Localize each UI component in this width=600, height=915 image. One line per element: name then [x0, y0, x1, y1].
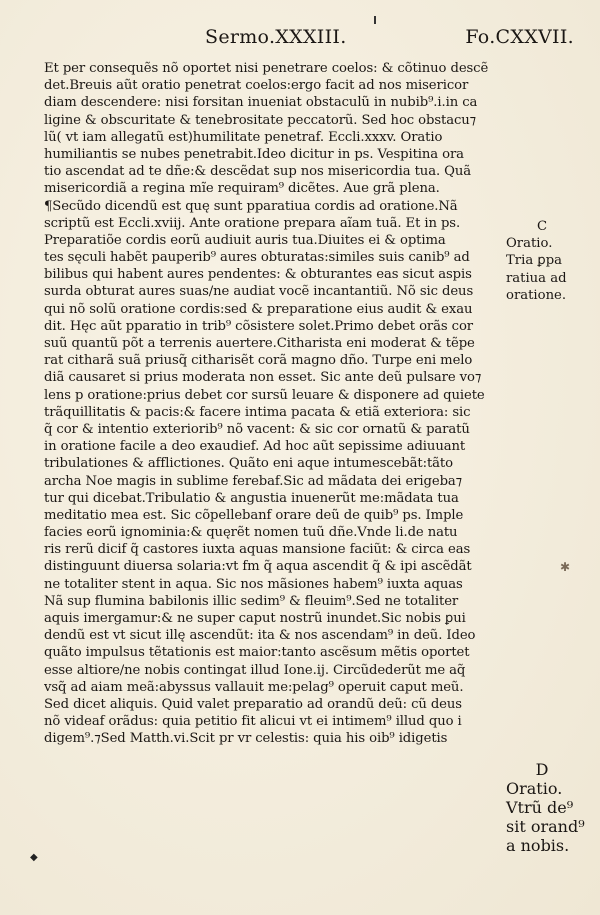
text-line: suũ quantũ põt a terrenis auertere.Citharista eni moderat & tẽpe [44, 336, 475, 351]
text-line: Et per consequẽs nõ oportet nisi penetrare coelos: & cõtinuo descẽ [44, 61, 489, 76]
text-line: tribulationes & afflictiones. Quãto eni aque intumescebãt:tãto [44, 456, 453, 472]
ink-blot: ✱ [560, 560, 571, 574]
catchword-mark: ◆ [30, 852, 38, 863]
text-line: ris rerũ dicif q̃ castores iuxta aquas mansione faciũt: & circa eas [44, 542, 471, 558]
text-line: ¶Secũdo dicendũ est quę sunt pparatiua cordis ad oratione.Nã [44, 198, 458, 214]
text-line: dendũ est vt sicut illę ascendũt: ita & nos ascendam⁹ in deũ. Ideo [44, 628, 476, 644]
text-line: vsq̃ ad aiam meã:abyssus vallauit me:pelag⁹ operuit caput meũ. [44, 679, 464, 695]
printer-mark [374, 16, 376, 24]
margin-note-d [506, 760, 598, 855]
text-line: dit. Hęc aũt pparatio in trib⁹ cõsistere solet.Primo debet orãs cor [44, 318, 473, 334]
text-line: lens p oratione:prius debet cor sursũ leuare & disponere ad quiete [44, 387, 485, 403]
text-line: Sed dicet aliquis. Quid valet preparatio ad orandũ deũ: cũ deus [44, 696, 462, 712]
text-line: meditatio mea est. Sic cõpellebanf orare deũ de quib⁹ ps. Imple [44, 507, 464, 523]
main-text-column [44, 60, 504, 748]
margin-note-line: Oratio. [506, 779, 563, 798]
text-line: diã causaret si prius moderata non esset. Sic ante deũ pulsare vo⁊ [44, 370, 482, 386]
margin-note-c [506, 218, 598, 304]
margin-note-line: ratiua ad [506, 270, 567, 286]
text-line: surda obturat aures suas/ne audiat vocẽ incantantiũ. Nõ sic deus [44, 284, 474, 300]
text-line: facies eorũ ignominia:& quęrẽt nomen tuũ dñe.Vnde li.de natu [44, 525, 458, 541]
margin-note-line: Tria ꝑpa [506, 253, 563, 269]
margin-note-line: oratione. [506, 287, 567, 303]
text-line: aquis imergamur:& ne super caput nostrũ inundet.Sic nobis ꝑui [44, 611, 466, 626]
text-line: tes sęculi habẽt pauperib⁹ aures obturatas:similes suis canib⁹ ad [44, 250, 470, 266]
text-line: ne totaliter stent in aqua. Sic nos mãsiones habem⁹ iuxta aquas [44, 576, 463, 592]
text-line: humiliantis se nubes penetrabit.Ideo dicitur in ps. Vespitina ora [44, 146, 464, 162]
text-line: in oratione facile a deo exaudief. Ad hoc aũt sepissime adiuuant [44, 439, 466, 455]
running-header [205, 26, 574, 48]
margin-note-line: Oratio. [506, 236, 553, 252]
text-line: tur qui dicebat.Tribulatio & angustia inuenerũt me:mãdata tua [44, 490, 459, 506]
text-line: archa Noe magis in sublime ferebaf.Sic ad mãdata dei eri̇geba⁊ [44, 473, 463, 489]
text-line: bilibus qui habent aures pendentes: & obturantes eas sicut aspis [44, 267, 472, 283]
text-line: distinguunt diuersa solaria:vt fm q̃ aqua ascendit q̃ & ipi ascẽdãt [44, 559, 472, 575]
text-line: rat citharã suã priusq̃ citharisẽt corã magno dño. Turpe eni melo [44, 353, 473, 369]
text-line: det.Breuis aũt oratio penetrat coelos:ergo facit ad nos misericor [44, 78, 469, 94]
text-line: tio ascendat ad te dñe:& descẽdat sup nos misericordia tua. Quã [44, 164, 472, 180]
text-line: lũ( vt iam allegatũ est)humilitate penetraf. Eccli.xxxv. Oratio [44, 129, 443, 145]
text-line: quãto impulsus tẽtationis est maior:tanto ascẽsum mẽtis oportet [44, 645, 470, 661]
text-line: nõ videaf orãdus: quia petitio fit alicui vt ei intimem⁹ illud quo i [44, 714, 462, 730]
text-line: ligine & obscuritate & tenebrositate peccatorũ. Sed hoc obstacu⁊ [44, 112, 477, 128]
text-line: qui nõ solũ oratione cordis:sed & preparatione eius audit & exau [44, 301, 473, 317]
margin-note-line: a nobis. [506, 836, 570, 855]
header-sermon-number: Sermo.XXXIII. [205, 26, 347, 48]
margin-section-letter: D [535, 760, 549, 779]
margin-section-letter: C [536, 219, 548, 234]
text-line: scriptũ est Eccli.xviij. Ante oratione prepara aĩam tuã. Et in ps. [44, 215, 461, 231]
margin-note-line: Vtrũ de⁹ [506, 798, 574, 817]
text-line: digem⁹.⁊Sed Matth.vi.Scit pr vr celestis: quia his oib⁹ idigetis [44, 731, 448, 747]
margin-note-line: sit orand⁹ [506, 817, 585, 836]
text-line: q̃ cor & intentio exteriorib⁹ nõ vacent: & sic cor ornatũ & paratũ [44, 421, 470, 437]
text-line: esse altiore/ne nobis contingat illud Ione.ij. Circũdederũt me aq̃ [44, 662, 466, 678]
text-line: diam descendere: nisi forsitan inueniat obstaculũ in nubib⁹.i.in ca [44, 95, 478, 111]
text-line: misericordiã a regina mĩe requiram⁹ dicẽtes. Aue grã plena. [44, 181, 440, 197]
header-folio-number: Fo.CXXVII. [465, 26, 574, 48]
text-line: trãquillitatis & pacis:& facere intima pacata & etiã exteriora: sic [44, 404, 471, 420]
text-line: Nã sup flumina babilonis illic sedim⁹ & fleuim⁹.Sed ne totaliter [44, 593, 459, 609]
text-line: Preparatiõe cordis eorũ audiuit auris tua.Diuites ei & optima [44, 232, 446, 248]
